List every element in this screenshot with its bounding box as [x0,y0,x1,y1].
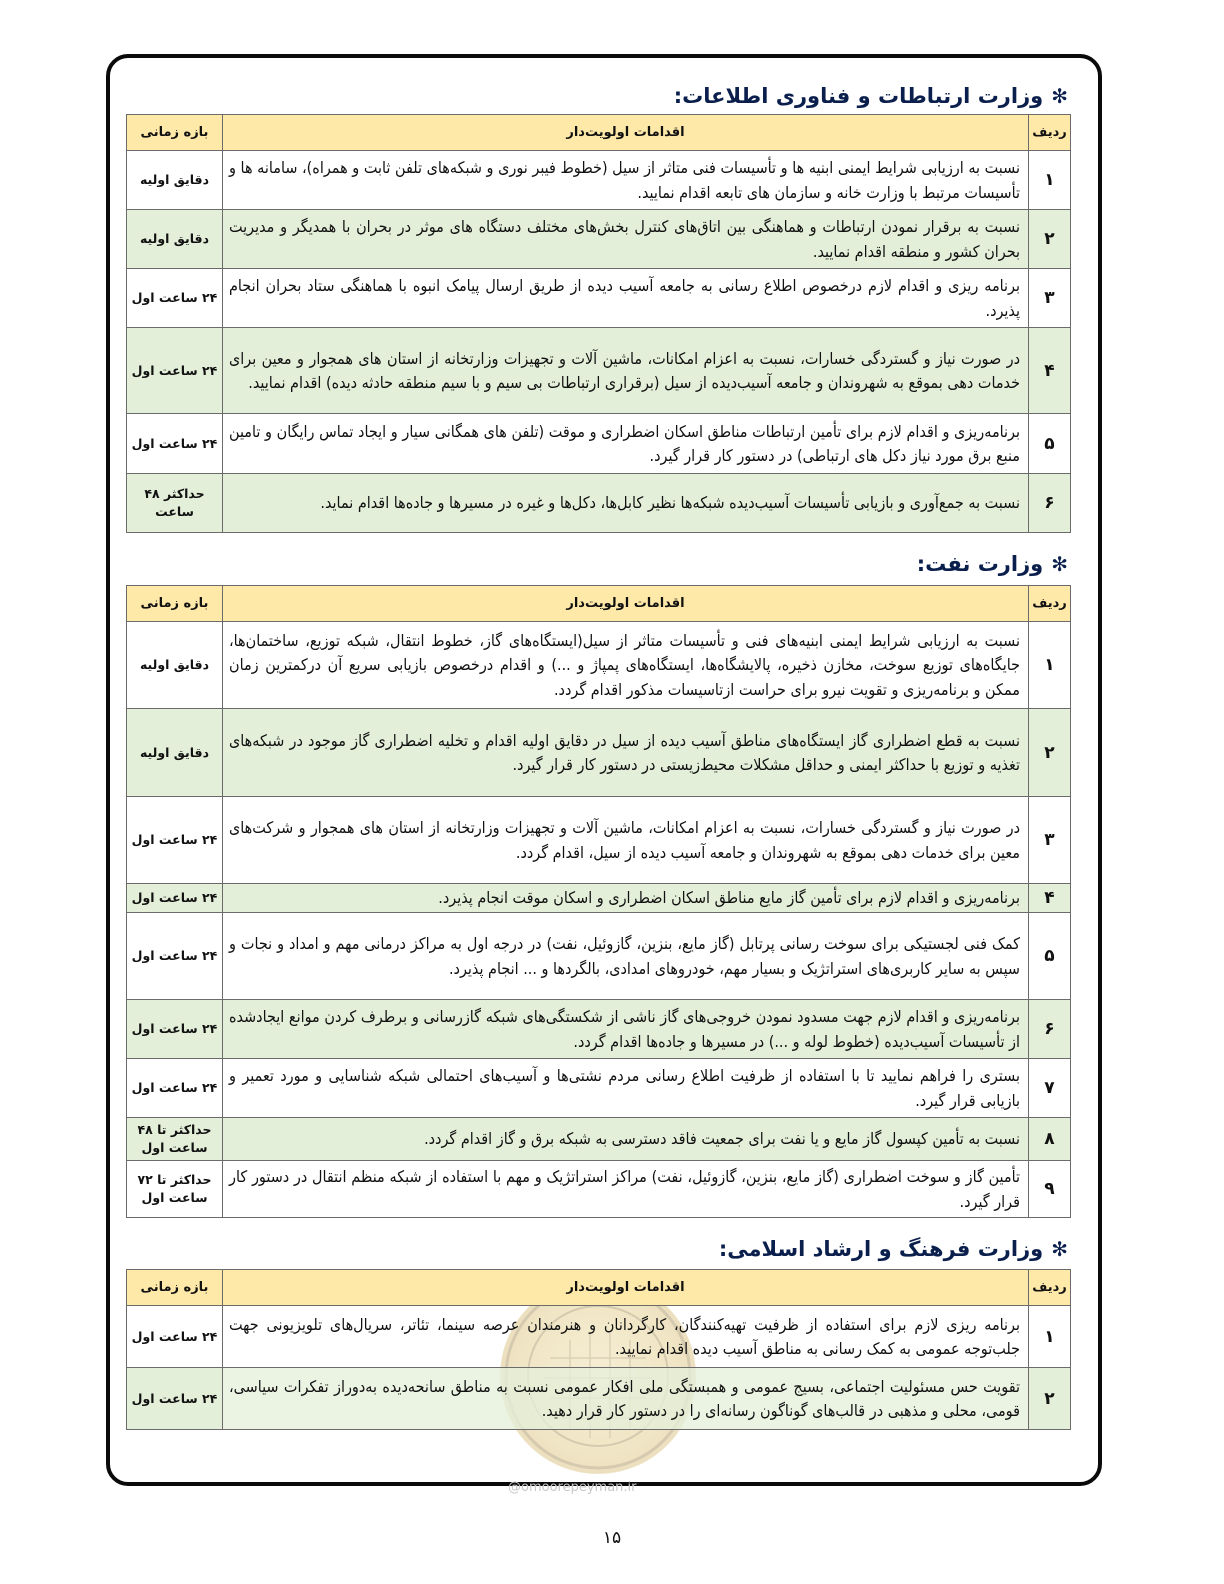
row-action: برنامه‌ریزی و اقدام لازم جهت مسدود نمودن خروجی‌های گاز ناشی از شکستگی‌های شبکه گازرسانی و برطرف کردن موانع ایجادشده از تأسیسات آسیب‌دیده (خطوط لوله و ...) در مسیرها و جاده‌ها اقدام گردد. [223,1000,1029,1059]
row-number: ۳ [1029,797,1071,884]
table-header [127,115,1071,151]
row-number: ۱ [1029,622,1071,709]
row-time: دقایق اولیه [127,709,223,797]
table-header [127,1270,1071,1306]
row-number: ۲ [1029,210,1071,269]
asterisk-icon: ✻ [1051,84,1068,108]
row-time: ۲۴ ساعت اول [127,1059,223,1118]
row-action: نسبت به جمع‌آوری و بازیابی تأسیسات آسیب‌دیده شبکه‌ها نظیر کابل‌ها، دکل‌ها و غیره در مسیرها و جاده‌ها اقدام نماید. [223,474,1029,533]
header-time: بازه زمانی [127,586,223,622]
row-time: ۲۴ ساعت اول [127,269,223,328]
table-oil [126,585,1071,1218]
header-row: ردیف [1029,1270,1071,1306]
row-number: ۲ [1029,709,1071,797]
table-row [127,709,1071,797]
header-actions: اقدامات اولویت‌دار [223,115,1029,151]
row-number: ۵ [1029,414,1071,474]
table-row [127,884,1071,913]
table-ict [126,114,1071,533]
row-action: برنامه‌ریزی و اقدام لازم برای تأمین گاز مایع مناطق اسکان اضطراری و اسکان موقت انجام پذیرد. [223,884,1029,913]
row-action: نسبت به تأمین کپسول گاز مایع و یا نفت برای جمعیت فاقد دسترسی به شبکه برق و گاز اقدام گردد. [223,1118,1029,1161]
section-title-culture: ✻وزارت فرهنگ و ارشاد اسلامی: [718,1237,1068,1261]
table-row [127,1161,1071,1218]
row-time: دقایق اولیه [127,151,223,210]
header-row: ردیف [1029,115,1071,151]
table-row [127,1306,1071,1368]
table-row [127,151,1071,210]
table-row [127,913,1071,1000]
asterisk-icon: ✻ [1051,1237,1068,1261]
table-culture [126,1269,1071,1430]
asterisk-icon: ✻ [1051,552,1068,576]
row-action: نسبت به قطع اضطراری گاز ایستگاه‌های مناطق آسیب دیده از سیل در دقایق اولیه اقدام و تخلیه اضطراری گاز موجود در شبکه‌های تغذیه و توزیع با حداکثر ایمنی و حداقل مشکلات محیط‌زیستی در دستور کار قرار گیرد. [223,709,1029,797]
row-action: تقویت حس مسئولیت اجتماعی، بسیج عمومی و همبستگی ملی افکار عمومی نسبت به مناطق سانحه‌دیده به‌دوراز تفکرات سیاسی، قومی، محلی و مذهبی در قالب‌های گوناگون رسانه‌ای را در دستور کار قرار دهید. [223,1368,1029,1430]
row-number: ۴ [1029,884,1071,913]
table-row [127,269,1071,328]
header-time: بازه زمانی [127,115,223,151]
row-action: کمک فنی لجستیکی برای سوخت رسانی پرتابل (گاز مایع، بنزین، گازوئیل، نفت) در درجه اول به مراکز درمانی مهم و امداد و نجات و سپس به سایر کاربری‌های استراتژیک و بسیار مهم، خودروهای امدادی، بالگردها و ... انجام پذیرد. [223,913,1029,1000]
row-action: برنامه‌ریزی و اقدام لازم برای تأمین ارتباطات مناطق اسکان اضطراری و موقت (تلفن های همگانی سیار و ایجاد تماس رایگان و تامین منبع برق مورد نیاز دکل های ارتباطی) در دستور کار قرار گیرد. [223,414,1029,474]
row-number: ۸ [1029,1118,1071,1161]
row-time: ۲۴ ساعت اول [127,414,223,474]
row-action: نسبت به ارزیابی شرایط ایمنی ابنیه ها و تأسیسات فنی متاثر از سیل (خطوط فیبر نوری و شبکه‌های تلفن ثابت و همراه)، سامانه ها و تأسیسات مرتبط با وزارت خانه و سازمان های تابعه اقدام نمایید. [223,151,1029,210]
row-number: ۵ [1029,913,1071,1000]
table-row [127,1000,1071,1059]
row-action: تأمین گاز و سوخت اضطراری (گاز مایع، بنزین، گازوئیل، نفت) مراکز استراتژیک و مهم با استفاده از شبکه منظم انتقال در دستور کار قرار گیرد. [223,1161,1029,1218]
table-row [127,414,1071,474]
row-number: ۱ [1029,1306,1071,1368]
header-actions: اقدامات اولویت‌دار [223,586,1029,622]
table-row [127,1118,1071,1161]
table-row [127,474,1071,533]
table-row [127,1368,1071,1430]
row-action: در صورت نیاز و گستردگی خسارات، نسبت به اعزام امکانات، ماشین آلات و تجهیزات وزارتخانه از استان های همجوار و معین برای خدمات دهی بموقع به شهروندان و جامعه آسیب‌دیده از سیل (برقراری ارتباطات بی سیم و با سیم منطقه حادثه دیده) اقدام نمایید. [223,328,1029,414]
table-row [127,328,1071,414]
row-number: ۲ [1029,1368,1071,1430]
header-actions: اقدامات اولویت‌دار [223,1270,1029,1306]
table-row [127,797,1071,884]
table-header [127,586,1071,622]
row-time: ۲۴ ساعت اول [127,1368,223,1430]
row-action: در صورت نیاز و گستردگی خسارات، نسبت به اعزام امکانات، ماشین آلات و تجهیزات وزارتخانه از استان های همجوار و شرکت‌های معین برای خدمات دهی بموقع به شهروندان و جامعه آسیب دیده از سیل، اقدام گردد. [223,797,1029,884]
header-row: ردیف [1029,586,1071,622]
table-row [127,210,1071,269]
row-time: دقایق اولیه [127,210,223,269]
row-action: برنامه ریزی و اقدام لازم درخصوص اطلاع رسانی به جامعه آسیب دیده از طریق ارسال پیامک انبوه با هماهنگی ستاد بحران انجام پذیرد. [223,269,1029,328]
section-title-oil: ✻وزارت نفت: [916,552,1068,576]
row-number: ۷ [1029,1059,1071,1118]
row-time: ۲۴ ساعت اول [127,797,223,884]
row-action: نسبت به ارزیابی شرایط ایمنی ابنیه‌های فنی و تأسیسات متاثر از سیل(ایستگاه‌های گاز، خطوط انتقال، شبکه توزیع، ساختمان‌ها، جایگاه‌های توزیع سوخت، مخازن ذخیره، پالایشگاه‌ها، ایستگاه‌های پمپاژ و ...) و اقدام درخصوص بازیابی سریع آن درکمترین زمان ممکن و برنامه‌ریزی و تقویت نیرو برای حراست ازتاسیسات مذکور اقدام گردد. [223,622,1029,709]
row-number: ۶ [1029,1000,1071,1059]
row-number: ۹ [1029,1161,1071,1218]
section-title-ict: ✻وزارت ارتباطات و فناوری اطلاعات: [673,84,1068,108]
header-time: بازه زمانی [127,1270,223,1306]
page-number: ۱۵ [602,1528,622,1548]
row-number: ۳ [1029,269,1071,328]
row-action: برنامه ریزی لازم برای استفاده از ظرفیت تهیه‌کنندگان، کارگردانان و هنرمندان عرصه سینما، تئاتر، سریال‌های تلویزیونی جهت جلب‌توجه عمومی به کمک رسانی به مناطق آسیب دیده اقدام نمایید. [223,1306,1029,1368]
row-time: حداکثر ۴۸ ساعت [127,474,223,533]
row-time: ۲۴ ساعت اول [127,884,223,913]
row-time: ۲۴ ساعت اول [127,1306,223,1368]
row-time: ۲۴ ساعت اول [127,1000,223,1059]
row-number: ۴ [1029,328,1071,414]
row-time: حداکثر تا ۴۸ ساعت اول [127,1118,223,1161]
row-time: حداکثر تا ۷۲ ساعت اول [127,1161,223,1218]
watermark-text: @omoorepeyman.ir [508,1480,637,1495]
row-time: دقایق اولیه [127,622,223,709]
row-time: ۲۴ ساعت اول [127,913,223,1000]
row-action: نسبت به برقرار نمودن ارتباطات و هماهنگی بین اتاق‌های کنترل بخش‌های مختلف دستگاه های موثر در بحران با همدیگر و مدیریت بحران کشور و منطقه اقدام نمایید. [223,210,1029,269]
table-row [127,622,1071,709]
row-action: بستری را فراهم نمایید تا با استفاده از ظرفیت اطلاع رسانی مردم نشتی‌ها و آسیب‌های احتمالی شبکه شناسایی و مورد تعمیر و بازیابی قرار گیرد. [223,1059,1029,1118]
table-row [127,1059,1071,1118]
row-number: ۶ [1029,474,1071,533]
row-number: ۱ [1029,151,1071,210]
row-time: ۲۴ ساعت اول [127,328,223,414]
